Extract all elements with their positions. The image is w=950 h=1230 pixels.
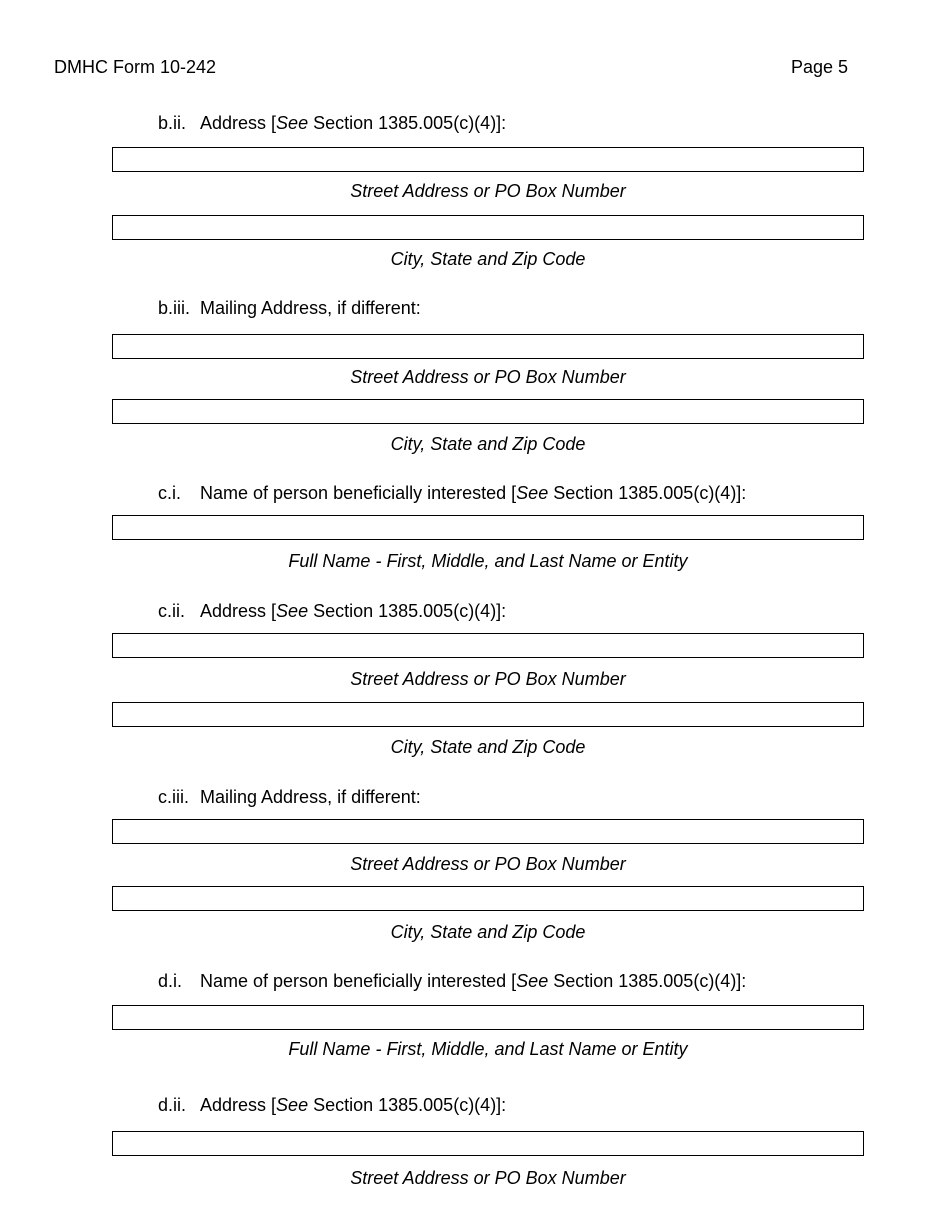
b-ii-street-field[interactable] (112, 147, 864, 172)
question-number: d.i. (158, 971, 183, 991)
question-b-iii: b.iii. Mailing Address, if different: (158, 298, 421, 318)
street-caption: Street Address or PO Box Number (350, 854, 626, 874)
c-ii-city-field[interactable] (112, 702, 864, 727)
street-caption: Street Address or PO Box Number (350, 1168, 626, 1188)
street-caption: Street Address or PO Box Number (350, 669, 626, 689)
question-d-ii: d.ii. Address [See Section 1385.005(c)(4)]: (158, 1095, 507, 1115)
question-number: c.iii. (158, 787, 189, 807)
b-iii-street-field[interactable] (112, 334, 864, 359)
c-iii-street-field[interactable] (112, 819, 864, 844)
question-d-i: d.i. Name of person beneficially interested [See Section 1385.005(c)(4)]: (158, 971, 747, 991)
form-id: DMHC Form 10-242 (54, 57, 217, 77)
question-c-ii: c.ii. Address [See Section 1385.005(c)(4)]: (158, 601, 507, 621)
full-name-caption: Full Name - First, Middle, and Last Name or Entity (288, 551, 688, 571)
city-caption: City, State and Zip Code (390, 922, 586, 942)
question-number: c.i. (158, 483, 182, 503)
street-caption: Street Address or PO Box Number (350, 367, 626, 387)
c-iii-city-field[interactable] (112, 886, 864, 911)
question-number: d.ii. (158, 1095, 187, 1115)
question-number: b.iii. (158, 298, 191, 318)
question-number: b.ii. (158, 113, 187, 133)
b-iii-city-field[interactable] (112, 399, 864, 424)
b-ii-city-field[interactable] (112, 215, 864, 240)
city-caption: City, State and Zip Code (390, 737, 586, 757)
d-ii-street-field[interactable] (112, 1131, 864, 1156)
question-c-i: c.i. Name of person beneficially interested [See Section 1385.005(c)(4)]: (158, 483, 747, 503)
question-c-iii: c.iii. Mailing Address, if different: (158, 787, 421, 807)
page-number: Page 5 (791, 57, 849, 77)
c-ii-street-field[interactable] (112, 633, 864, 658)
full-name-caption: Full Name - First, Middle, and Last Name or Entity (288, 1039, 688, 1059)
question-number: c.ii. (158, 601, 185, 621)
city-caption: City, State and Zip Code (390, 249, 586, 269)
street-caption: Street Address or PO Box Number (350, 181, 626, 201)
c-i-name-field[interactable] (112, 515, 864, 540)
question-b-ii: b.ii. Address [See Section 1385.005(c)(4)]: (158, 113, 507, 133)
city-caption: City, State and Zip Code (390, 434, 586, 454)
d-i-name-field[interactable] (112, 1005, 864, 1030)
